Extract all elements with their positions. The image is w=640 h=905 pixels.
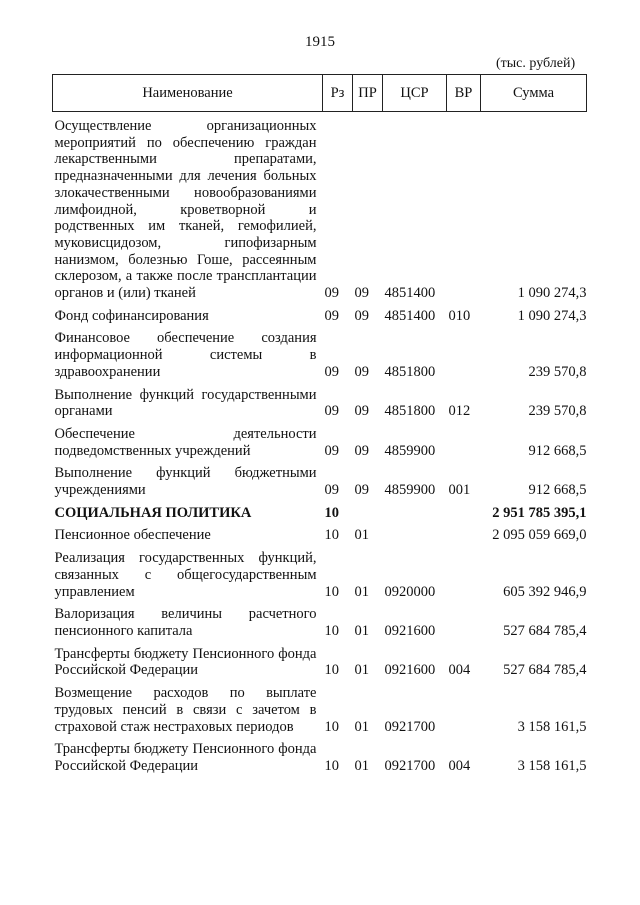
cell-pr: 09	[354, 482, 369, 499]
header-vr: ВР	[447, 75, 481, 112]
cell-rz: 10	[324, 504, 339, 521]
table-row	[53, 550, 587, 606]
cell-rz: 09	[324, 285, 339, 302]
cell-sum: 2 095 059 669,0	[492, 527, 587, 544]
cell-pr: 09	[354, 442, 369, 459]
cell-csr: 4859900	[384, 482, 436, 499]
cell-rz: 09	[324, 442, 339, 459]
cell-sum: 239 570,8	[528, 403, 587, 420]
cell-pr: 01	[354, 718, 369, 735]
cell-vr	[447, 426, 481, 465]
header-csr: ЦСР	[383, 75, 447, 112]
cell-vr	[447, 330, 481, 386]
cell-name: Трансферты бюджету Пенсионного фонда Российской Федерации	[54, 741, 317, 774]
cell-rz: 10	[324, 622, 339, 639]
cell-rz: 10	[324, 583, 339, 600]
cell-name: Возмещение расходов по выплате трудовых пенсий в связи с зачетом в страховой стаж нестраховых периодов	[54, 685, 317, 735]
header-pr: ПР	[353, 75, 383, 112]
cell-sum: 605 392 946,9	[503, 583, 587, 600]
cell-rz: 10	[324, 757, 339, 774]
cell-vr	[447, 505, 481, 528]
cell-vr: 012	[448, 403, 471, 420]
cell-sum: 3 158 161,5	[517, 718, 587, 735]
table-header	[53, 75, 587, 112]
units-label: (тыс. рублей)	[496, 56, 576, 71]
table-row	[53, 741, 587, 780]
table-row	[53, 426, 587, 465]
table-body	[53, 112, 587, 781]
cell-pr: 01	[354, 527, 369, 544]
table-row	[53, 505, 587, 528]
table-row	[53, 685, 587, 741]
cell-vr: 004	[448, 757, 471, 774]
cell-name: Выполнение функций бюджетными учреждениями	[54, 465, 317, 499]
table-row	[53, 465, 587, 504]
cell-vr: 004	[448, 662, 471, 679]
cell-csr	[383, 527, 447, 550]
cell-vr	[447, 527, 481, 550]
cell-pr: 09	[354, 285, 369, 302]
cell-name: Фонд софинансирования	[54, 307, 209, 324]
header-name: Наименование	[53, 75, 323, 112]
cell-csr: 0921700	[384, 757, 436, 774]
cell-csr: 4851400	[384, 307, 436, 324]
table-row	[53, 387, 587, 426]
cell-pr: 01	[354, 662, 369, 679]
cell-csr: 4851800	[384, 403, 436, 420]
cell-rz: 09	[324, 307, 339, 324]
cell-csr: 0920000	[384, 583, 436, 600]
cell-pr: 01	[354, 622, 369, 639]
cell-rz: 10	[324, 662, 339, 679]
cell-rz: 09	[324, 403, 339, 420]
cell-sum: 1 090 274,3	[517, 285, 587, 302]
cell-pr: 09	[354, 307, 369, 324]
cell-csr: 4851800	[384, 363, 436, 380]
table-row	[53, 527, 587, 550]
header-sum: Сумма	[481, 75, 587, 112]
cell-rz: 10	[324, 527, 339, 544]
cell-csr: 0921600	[384, 622, 436, 639]
cell-sum: 3 158 161,5	[517, 757, 587, 774]
cell-pr: 09	[354, 363, 369, 380]
cell-pr: 01	[354, 583, 369, 600]
cell-name: Обеспечение деятельности подведомственных учреждений	[54, 425, 317, 459]
page-number: 1915	[305, 34, 335, 50]
cell-pr: 09	[354, 403, 369, 420]
cell-csr: 4859900	[384, 442, 436, 459]
cell-name: Осуществление организационных мероприятий по обеспечению граждан лекарственными препаратами, предназначенными для лечения больных злокачественными новообразованиями лимфоидной, кроветворной и родственных им тканей, гемофилией, муковисцидозом, гипофизарным нанизмом, болезнью Гоше, рассеянным склерозом, а также после трансплантации органов и (или) тканей	[54, 118, 317, 302]
cell-rz: 09	[324, 482, 339, 499]
header-rz: Рз	[323, 75, 353, 112]
cell-sum: 239 570,8	[528, 363, 587, 380]
cell-pr	[353, 505, 383, 528]
cell-name: Пенсионное обеспечение	[54, 527, 211, 544]
cell-name: СОЦИАЛЬНАЯ ПОЛИТИКА	[54, 504, 252, 521]
table-row	[53, 646, 587, 685]
cell-sum: 1 090 274,3	[517, 307, 587, 324]
cell-name: Валоризация величины расчетного пенсионного капитала	[54, 606, 317, 639]
cell-rz: 09	[324, 363, 339, 380]
cell-vr	[447, 685, 481, 741]
cell-vr	[447, 550, 481, 606]
table-row	[53, 606, 587, 645]
cell-csr	[383, 505, 447, 528]
cell-sum: 2 951 785 395,1	[492, 504, 587, 521]
cell-csr: 0921700	[384, 718, 436, 735]
cell-pr: 01	[354, 757, 369, 774]
cell-rz: 10	[324, 718, 339, 735]
budget-table	[52, 74, 587, 781]
cell-sum: 527 684 785,4	[503, 622, 587, 639]
cell-sum: 912 668,5	[528, 482, 587, 499]
cell-vr	[447, 606, 481, 645]
cell-vr	[447, 112, 481, 308]
table-row	[53, 330, 587, 386]
cell-vr: 001	[448, 482, 471, 499]
cell-name: Трансферты бюджету Пенсионного фонда Российской Федерации	[54, 645, 317, 679]
cell-csr: 0921600	[384, 662, 436, 679]
cell-vr: 010	[448, 307, 471, 324]
table-row	[53, 308, 587, 331]
cell-name: Выполнение функций государственными органами	[54, 386, 317, 420]
cell-name: Реализация государственных функций, связанных с общегосударственным управлением	[54, 550, 317, 600]
cell-name: Финансовое обеспечение создания информационной системы в здравоохранении	[54, 330, 317, 380]
cell-sum: 527 684 785,4	[503, 662, 587, 679]
table-row	[53, 112, 587, 308]
cell-csr: 4851400	[384, 285, 436, 302]
cell-sum: 912 668,5	[528, 442, 587, 459]
